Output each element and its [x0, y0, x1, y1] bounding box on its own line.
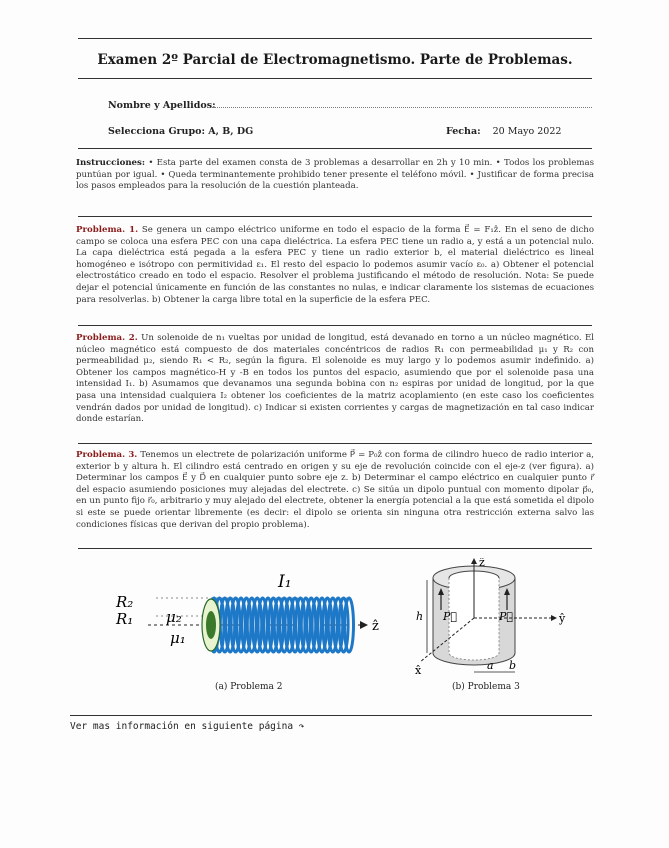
footer-note: Ver mas información en siguiente página ↷	[70, 721, 305, 732]
problem-2-rule	[78, 325, 592, 326]
r1-label: R₁	[116, 610, 134, 628]
y-axis-arrow	[551, 615, 557, 621]
instructions-label: Instrucciones:	[76, 158, 146, 168]
date-label: Fecha:	[446, 126, 481, 137]
p-right-label: P⃗	[499, 610, 514, 623]
z-axis-arrow	[471, 558, 477, 564]
problem-1-text: Se genera un campo eléctrico uniforme en todo el espacio de la forma E⃗ = F₁ẑ. En el seno de dicho campo se coloca una esfera PEC con una capa dieléctrica. La esfera PEC tiene un radio a, y está a un potencial nulo. La capa dieléctrica está pegada a la esfera PEC y tiene un radio exterior b, el material dieléctrico es lineal homogéneo e isótropo con permitividad ε₁. El resto del espacio lo podemos asumir vacío ε₀. a) Obtener el potencial electrostático creado en todo el espacio. Resolver el problema justificando el método de resolución. Nota: Se puede dejar el potencial únicamente en función de las constantes no nulas, e indicar claramente los sistemas de ecuaciones para resolverlas. b) Obtener la carga libre total en la superficie de la esfera PEC.	[76, 225, 595, 305]
cylinder-figure	[405, 558, 580, 683]
problem-3-rule	[78, 443, 592, 444]
problem-2-label: Problema. 2.	[76, 333, 138, 343]
name-label: Nombre y Apellidos:	[108, 100, 216, 111]
problem-3-label: Problema. 3.	[76, 450, 138, 460]
date-value: 20 Mayo 2022	[492, 126, 562, 137]
problem-1-rule	[78, 216, 592, 217]
h-label: h	[416, 610, 424, 623]
exam-title: Examen 2º Parcial de Electromagnetismo. Parte de Problemas.	[97, 52, 573, 68]
problem-3-text: Tenemos un electrete de polarización uniforme P⃗ = P₀ẑ con forma de cilindro hueco de radio interior a, exterior b y altura h. El cilindro está centrado en origen y su eje de revolución coincide con el eje-z (ver figura). a) Determinar los campos E⃗ y D⃗ en cualquier punto sobre eje z. b) Determinar el campo eléctrico en cualquier punto r⃗ del espacio asumiendo posiciones muy alejadas del electrete. c) Se sitúa un dipolo puntual con momento dipolar p⃗₀, en un punto fijo r⃗₀, arbitrario y muy alejado del electrete, obtener la energía potencial a la que está sometida el dipolo si este se puede orientar libremente (es decir: el dipolo se orienta sin ninguna otra restricción externa salvo las condiciones físicas que derivan del propio problema).	[76, 450, 595, 530]
solenoid-figure	[108, 560, 398, 680]
title-rule	[78, 78, 592, 79]
mu2-label: μ₂	[166, 608, 182, 626]
core-inner-end	[206, 611, 216, 639]
z-arrow-head	[360, 621, 368, 629]
a-label: a	[487, 659, 494, 672]
mu1-label: μ₁	[170, 629, 186, 647]
x-label: x̂	[415, 664, 422, 677]
header-rule	[78, 148, 592, 149]
figure-a-caption: (a) Problema 2	[215, 682, 283, 692]
problem-2	[76, 333, 594, 426]
name-line	[212, 107, 592, 108]
p-left-label: P⃗	[443, 610, 458, 623]
top-rule	[78, 38, 592, 39]
problem-3	[76, 450, 594, 531]
r2-label: R₂	[116, 593, 134, 611]
y-label: ŷ	[559, 612, 566, 625]
problem-2-text: Un solenoide de n₁ vueltas por unidad de longitud, está devanado en torno a un núcleo magnético. El núcleo magnético está compuesto de dos materiales concéntricos de radios R₁ con permeabilidad μ₁ y R₂ con permeabilidad μ₂, siendo R₁ < R₂, según la figura. El solenoide es muy largo y lo podemos asumir indefinido. a) Obtener los campos magnético-H y -B en todos los puntos del espacio, asumiendo que por el solenoide pasa una intensidad I₁. b) Asumamos que devanamos una segunda bobina con n₂ espiras por unidad de longitud, por la que pasa una intensidad cualquiera I₂ obtener los coeficientes de la matriz acoplamiento (en este caso los coeficientes vendrán dados por unidad de longitud). c) Indicar si existen corrientes y cargas de magnetización en tal caso indicar donde estarían.	[76, 333, 594, 425]
z-label: ẑ	[479, 558, 485, 569]
footer-rule	[70, 715, 592, 716]
instructions	[76, 158, 594, 193]
problem-1	[76, 225, 594, 306]
instructions-text: • Esta parte del examen consta de 3 problemas a desarrollar en 2h y 10 min. • Todos los problemas puntúan por igual. • Queda terminantemente prohibido tener presente el teléfono móvil. • Justificar de forma precisa los pasos empleados para la resolución de la cuestión planteada.	[76, 158, 595, 192]
current-label: I₁	[278, 572, 292, 592]
group-label: Selecciona Grupo: A, B, DG	[108, 126, 254, 137]
z-axis-label: ẑ	[372, 619, 379, 634]
figure-b-caption: (b) Problema 3	[452, 682, 520, 692]
problem-1-label: Problema. 1.	[76, 225, 139, 235]
figures-rule	[78, 548, 592, 549]
b-label: b	[509, 659, 517, 672]
date-field	[446, 126, 561, 137]
